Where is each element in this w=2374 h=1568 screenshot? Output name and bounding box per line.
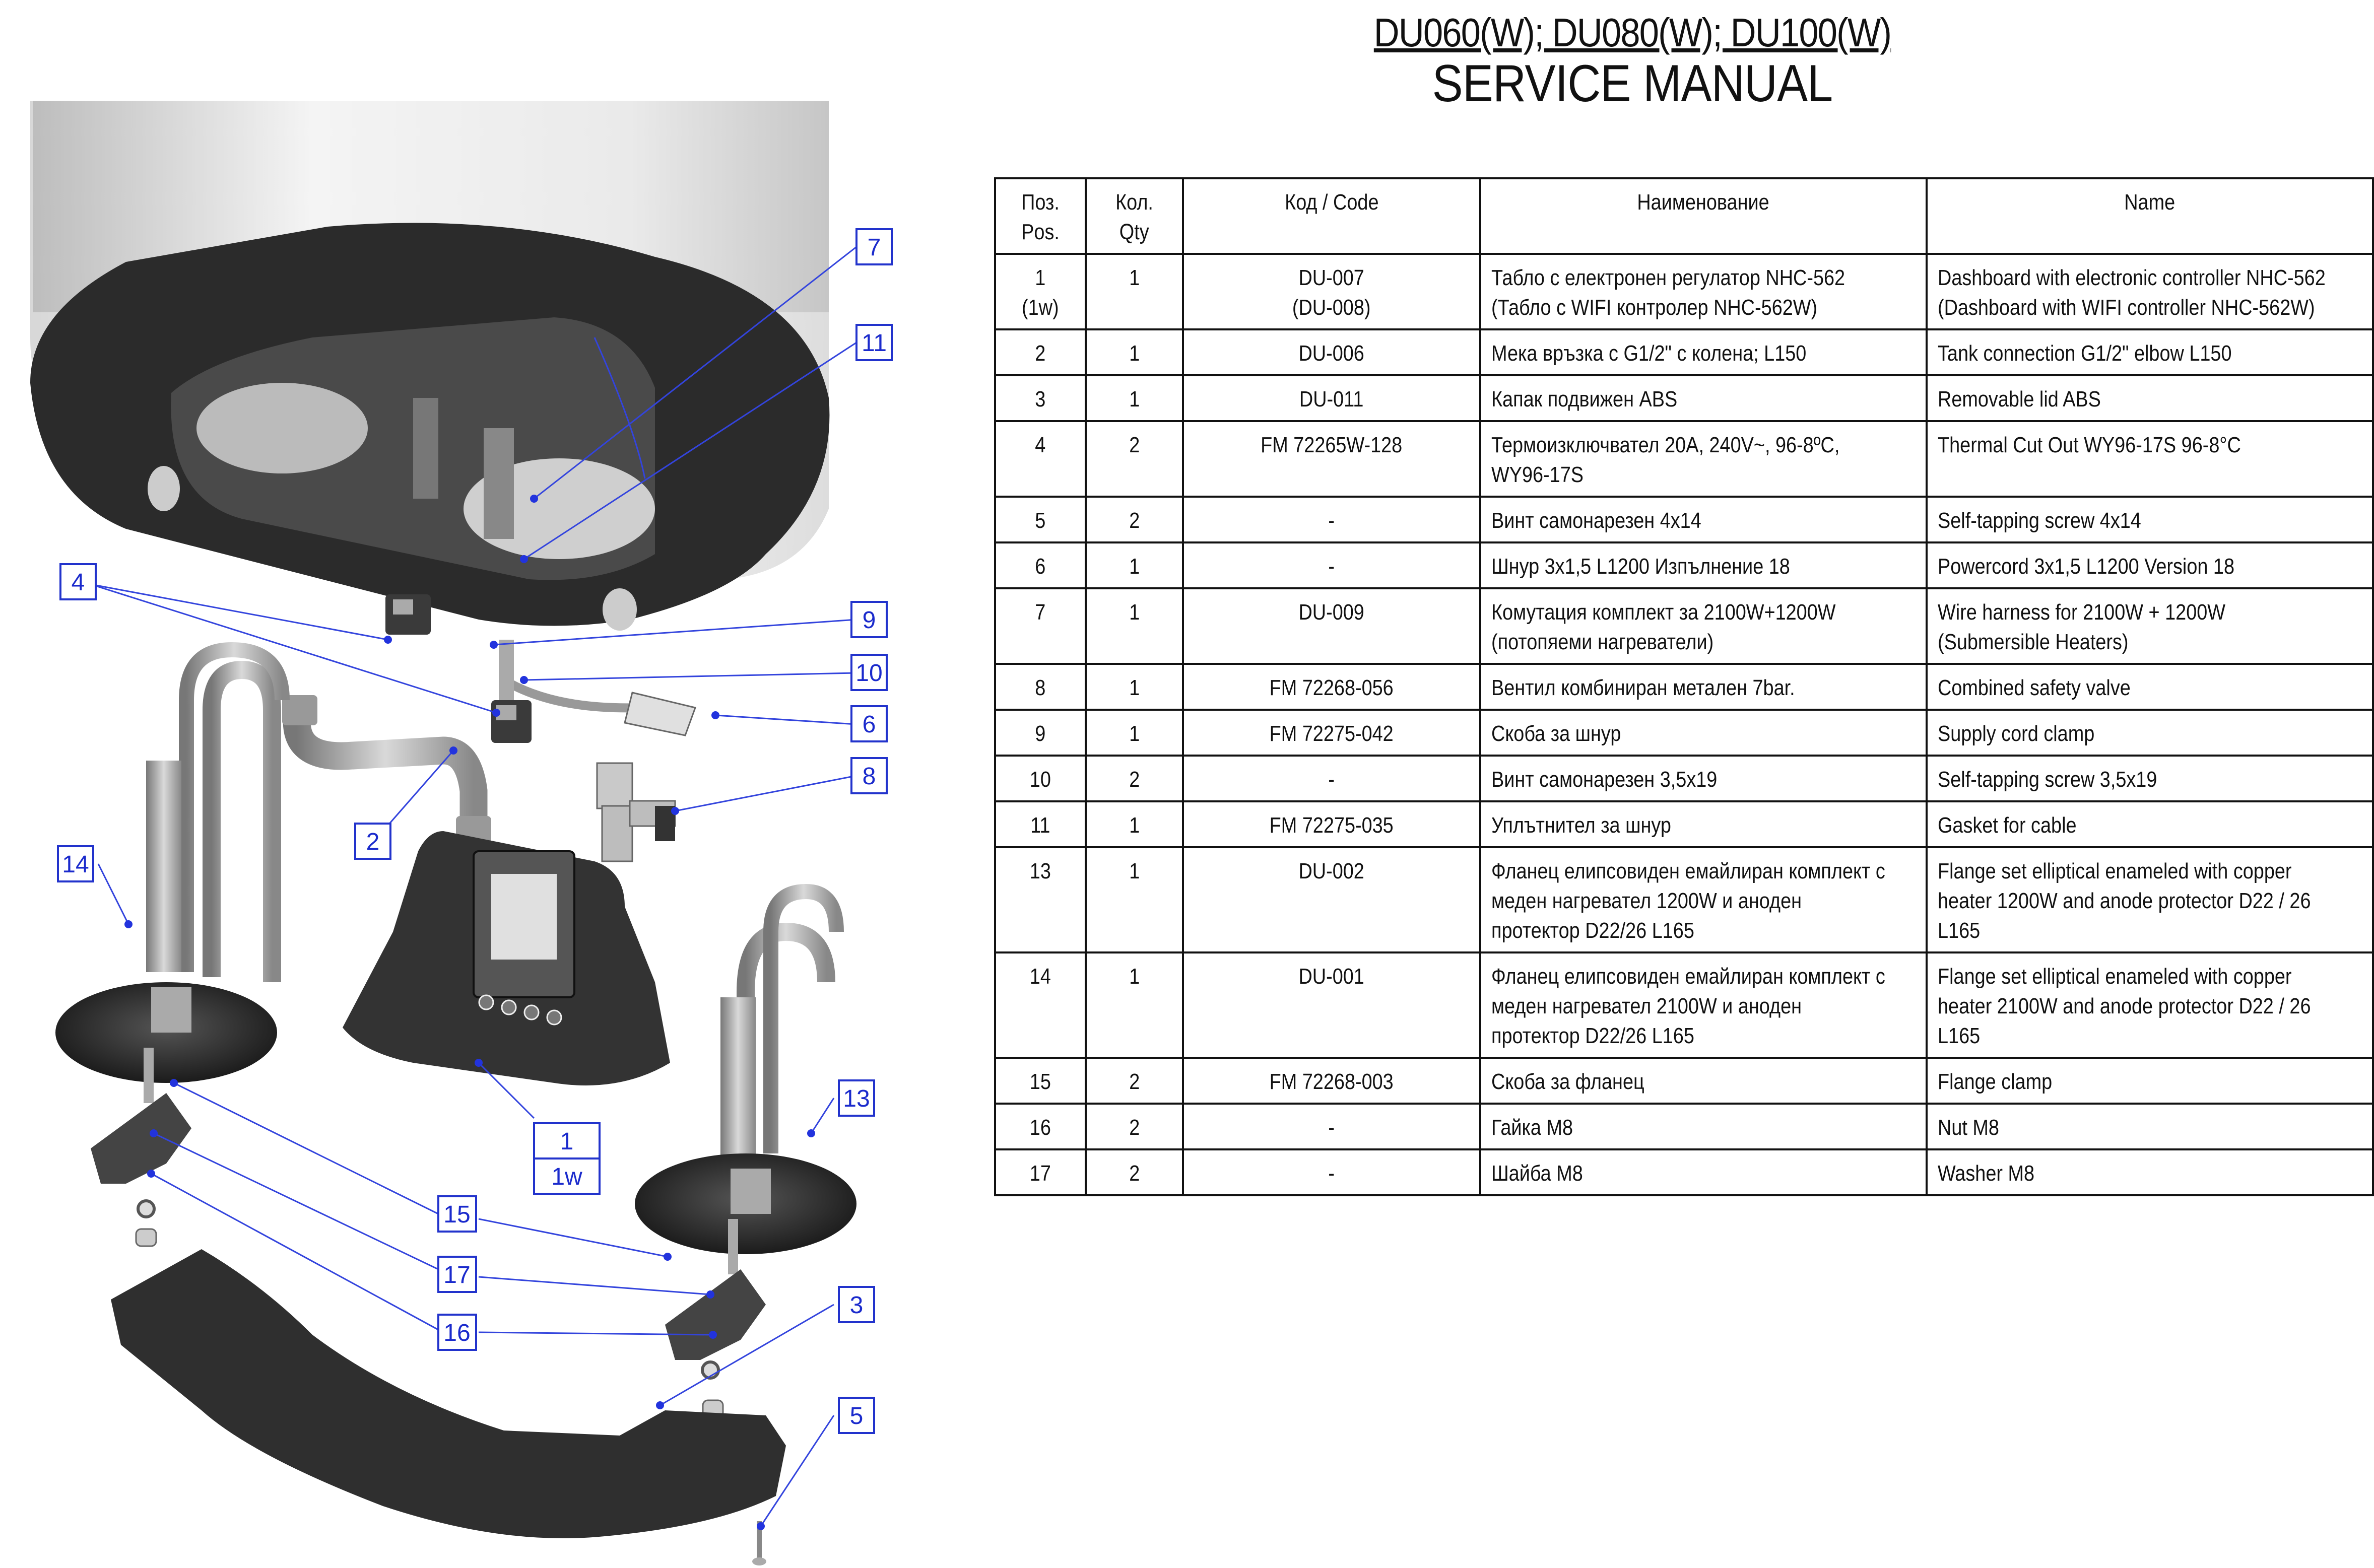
cell-code: - bbox=[1183, 756, 1480, 801]
svg-text:4: 4 bbox=[71, 569, 85, 596]
cell-name-en: Supply cord clamp bbox=[1927, 710, 2373, 756]
cell-code: FM 72275-035 bbox=[1183, 801, 1480, 847]
parts-table bbox=[994, 177, 2374, 1196]
svg-text:9: 9 bbox=[862, 607, 876, 634]
document-header bbox=[987, 10, 2277, 112]
cell-name-en: Removable lid ABS bbox=[1927, 375, 2373, 421]
cell-qty: 2 bbox=[1086, 1058, 1183, 1104]
cell-name-bg: Винт самонарезен 3,5х19 bbox=[1480, 756, 1927, 801]
cell-name-bg: Фланец елипсовиден емайлиран комплект с меден нагревател 2100W и аноден протектор D22/26 L165 bbox=[1480, 952, 1927, 1058]
cell-pos: 14 bbox=[995, 952, 1086, 1058]
washer-part bbox=[138, 1201, 154, 1217]
cell-name-en: Washer M8 bbox=[1927, 1149, 2373, 1195]
table-body bbox=[995, 254, 2373, 1195]
callout-1 bbox=[534, 1123, 600, 1158]
dashboard-part bbox=[343, 831, 670, 1085]
cell-pos: 2 bbox=[995, 329, 1086, 375]
exploded-parts-diagram bbox=[0, 76, 907, 1566]
svg-text:10: 10 bbox=[855, 660, 883, 687]
callout-4 bbox=[60, 564, 96, 599]
callout-6 bbox=[851, 706, 887, 741]
flange-clamp-right-part bbox=[665, 1269, 766, 1360]
header-qty: Кол. Qty bbox=[1086, 178, 1183, 254]
cell-name-bg: Шнур 3х1,5 L1200 Изпълнение 18 bbox=[1480, 542, 1927, 588]
table-row bbox=[995, 710, 2373, 756]
svg-text:13: 13 bbox=[843, 1085, 870, 1112]
cell-name-bg: Мека връзка с G1/2" с колена; L150 bbox=[1480, 329, 1927, 375]
table-row bbox=[995, 847, 2373, 952]
svg-text:1w: 1w bbox=[551, 1164, 582, 1190]
cell-pos: 16 bbox=[995, 1104, 1086, 1149]
callout-9 bbox=[851, 602, 887, 637]
svg-text:14: 14 bbox=[62, 851, 89, 878]
cell-qty: 1 bbox=[1086, 710, 1183, 756]
cell-pos: 10 bbox=[995, 756, 1086, 801]
cell-pos: 13 bbox=[995, 847, 1086, 952]
cell-qty: 1 bbox=[1086, 847, 1183, 952]
bottom-housing bbox=[30, 223, 829, 631]
cell-code: DU-002 bbox=[1183, 847, 1480, 952]
cell-pos: 6 bbox=[995, 542, 1086, 588]
cell-code: - bbox=[1183, 497, 1480, 542]
cell-name-en: Wire harness for 2100W + 1200W (Submersible Heaters) bbox=[1927, 588, 2373, 664]
cell-pos: 4 bbox=[995, 421, 1086, 497]
cell-pos: 11 bbox=[995, 801, 1086, 847]
callout-14 bbox=[58, 846, 93, 881]
cell-name-en: Tank connection G1/2" elbow L150 bbox=[1927, 329, 2373, 375]
cell-name-en: Flange clamp bbox=[1927, 1058, 2373, 1104]
cell-name-en: Gasket for cable bbox=[1927, 801, 2373, 847]
cell-name-bg: Термоизключвател 20A, 240V~, 96-8ºC, WY96-17S bbox=[1480, 421, 1927, 497]
cell-pos: 7 bbox=[995, 588, 1086, 664]
cell-qty: 1 bbox=[1086, 588, 1183, 664]
table-row bbox=[995, 801, 2373, 847]
table-row bbox=[995, 1058, 2373, 1104]
table-row bbox=[995, 952, 2373, 1058]
cell-qty: 1 bbox=[1086, 254, 1183, 329]
cell-name-bg: Комутация комплект за 2100W+1200W (потопяеми нагреватели) bbox=[1480, 588, 1927, 664]
cell-name-bg: Гайка М8 bbox=[1480, 1104, 1927, 1149]
cell-name-bg: Скоба за фланец bbox=[1480, 1058, 1927, 1104]
header-name-bg: Наименование bbox=[1480, 178, 1927, 254]
callout-17 bbox=[438, 1257, 476, 1292]
cell-name-bg: Шайба М8 bbox=[1480, 1149, 1927, 1195]
cell-name-en: Combined safety valve bbox=[1927, 664, 2373, 710]
svg-text:16: 16 bbox=[443, 1320, 471, 1346]
cell-qty: 1 bbox=[1086, 542, 1183, 588]
svg-text:6: 6 bbox=[862, 711, 876, 738]
svg-text:15: 15 bbox=[443, 1201, 471, 1228]
svg-text:2: 2 bbox=[366, 829, 380, 855]
table-row bbox=[995, 756, 2373, 801]
cell-qty: 1 bbox=[1086, 375, 1183, 421]
cell-code: DU-011 bbox=[1183, 375, 1480, 421]
table-row bbox=[995, 664, 2373, 710]
cell-qty: 1 bbox=[1086, 801, 1183, 847]
cell-name-en: Thermal Cut Out WY96-17S 96-8°C bbox=[1927, 421, 2373, 497]
cell-name-en: Self-tapping screw 3,5x19 bbox=[1927, 756, 2373, 801]
cell-name-en: Self-tapping screw 4x14 bbox=[1927, 497, 2373, 542]
cell-code: DU-001 bbox=[1183, 952, 1480, 1058]
table-row bbox=[995, 542, 2373, 588]
callout-11 bbox=[856, 325, 892, 360]
cell-name-en: Flange set elliptical enameled with copper heater 2100W and anode protector D22 / 26 L165 bbox=[1927, 952, 2373, 1058]
cell-name-bg: Винт самонарезен 4х14 bbox=[1480, 497, 1927, 542]
cell-qty: 2 bbox=[1086, 756, 1183, 801]
cell-code: FM 72268-003 bbox=[1183, 1058, 1480, 1104]
cell-name-bg: Табло с електронен регулатор NHC-562 (Табло с WIFI контролер NHC-562W) bbox=[1480, 254, 1927, 329]
callout-15 bbox=[438, 1196, 476, 1232]
header-name-en: Name bbox=[1927, 178, 2373, 254]
callout-1w bbox=[534, 1158, 600, 1194]
model-title: DU060(W); DU080(W); DU100(W) bbox=[1373, 10, 1891, 55]
cell-code: DU-007 (DU-008) bbox=[1183, 254, 1480, 329]
table-header-row bbox=[995, 178, 2373, 254]
callout-2 bbox=[355, 824, 390, 859]
callout-5 bbox=[839, 1398, 874, 1433]
svg-text:8: 8 bbox=[862, 763, 876, 790]
table-row bbox=[995, 254, 2373, 329]
safety-valve-part bbox=[597, 763, 675, 861]
cell-name-en: Flange set elliptical enameled with copper heater 1200W and anode protector D22 / 26 L165 bbox=[1927, 847, 2373, 952]
cell-qty: 2 bbox=[1086, 1149, 1183, 1195]
callout-7 bbox=[856, 229, 892, 264]
table-row bbox=[995, 375, 2373, 421]
table-row bbox=[995, 1149, 2373, 1195]
cell-qty: 2 bbox=[1086, 1104, 1183, 1149]
cell-name-en: Powercord 3x1,5 L1200 Version 18 bbox=[1927, 542, 2373, 588]
svg-text:5: 5 bbox=[849, 1403, 864, 1429]
cell-pos: 9 bbox=[995, 710, 1086, 756]
table-row bbox=[995, 497, 2373, 542]
cell-pos: 3 bbox=[995, 375, 1086, 421]
callout-10 bbox=[851, 655, 887, 690]
cell-name-bg: Капак подвижен ABS bbox=[1480, 375, 1927, 421]
callout-16 bbox=[438, 1315, 476, 1350]
cell-pos: 15 bbox=[995, 1058, 1086, 1104]
cell-name-en: Dashboard with electronic controller NHC-562 (Dashboard with WIFI controller NHC-562W) bbox=[1927, 254, 2373, 329]
callout-8 bbox=[851, 758, 887, 793]
heater-1200w-part bbox=[635, 892, 856, 1274]
cell-qty: 2 bbox=[1086, 421, 1183, 497]
table-row bbox=[995, 329, 2373, 375]
cell-pos: 8 bbox=[995, 664, 1086, 710]
cell-qty: 2 bbox=[1086, 497, 1183, 542]
cell-code: - bbox=[1183, 542, 1480, 588]
callout-3 bbox=[839, 1287, 874, 1322]
svg-text:11: 11 bbox=[862, 330, 887, 357]
table-row bbox=[995, 1104, 2373, 1149]
callout-13 bbox=[839, 1080, 874, 1116]
cell-code: FM 72275-042 bbox=[1183, 710, 1480, 756]
header-code: Код / Code bbox=[1183, 178, 1480, 254]
cell-code: - bbox=[1183, 1104, 1480, 1149]
cell-code: DU-006 bbox=[1183, 329, 1480, 375]
table-row bbox=[995, 421, 2373, 497]
cell-name-bg: Уплътнител за шнур bbox=[1480, 801, 1927, 847]
cell-pos: 1 (1w) bbox=[995, 254, 1086, 329]
cell-qty: 1 bbox=[1086, 952, 1183, 1058]
svg-text:3: 3 bbox=[849, 1292, 864, 1319]
flange-clamp-left-part bbox=[91, 1093, 191, 1184]
cell-code: DU-009 bbox=[1183, 588, 1480, 664]
cell-name-bg: Фланец елипсовиден емайлиран комплект с меден нагревател 1200W и аноден протектор D22/26 L165 bbox=[1480, 847, 1927, 952]
manual-title: SERVICE MANUAL bbox=[1432, 54, 1833, 113]
cell-qty: 1 bbox=[1086, 329, 1183, 375]
cell-code: - bbox=[1183, 1149, 1480, 1195]
header-pos: Поз. Pos. bbox=[995, 178, 1086, 254]
cell-code: FM 72265W-128 bbox=[1183, 421, 1480, 497]
cell-name-bg: Вентил комбиниран метален 7bar. bbox=[1480, 664, 1927, 710]
svg-text:17: 17 bbox=[443, 1262, 471, 1288]
svg-text:7: 7 bbox=[867, 234, 881, 261]
cell-name-en: Nut M8 bbox=[1927, 1104, 2373, 1149]
cell-name-bg: Скоба за шнур bbox=[1480, 710, 1927, 756]
svg-text:1: 1 bbox=[560, 1128, 574, 1155]
cell-pos: 5 bbox=[995, 497, 1086, 542]
nut-part bbox=[136, 1229, 156, 1246]
cell-code: FM 72268-056 bbox=[1183, 664, 1480, 710]
cell-qty: 1 bbox=[1086, 664, 1183, 710]
cell-pos: 17 bbox=[995, 1149, 1086, 1195]
table-row bbox=[995, 588, 2373, 664]
